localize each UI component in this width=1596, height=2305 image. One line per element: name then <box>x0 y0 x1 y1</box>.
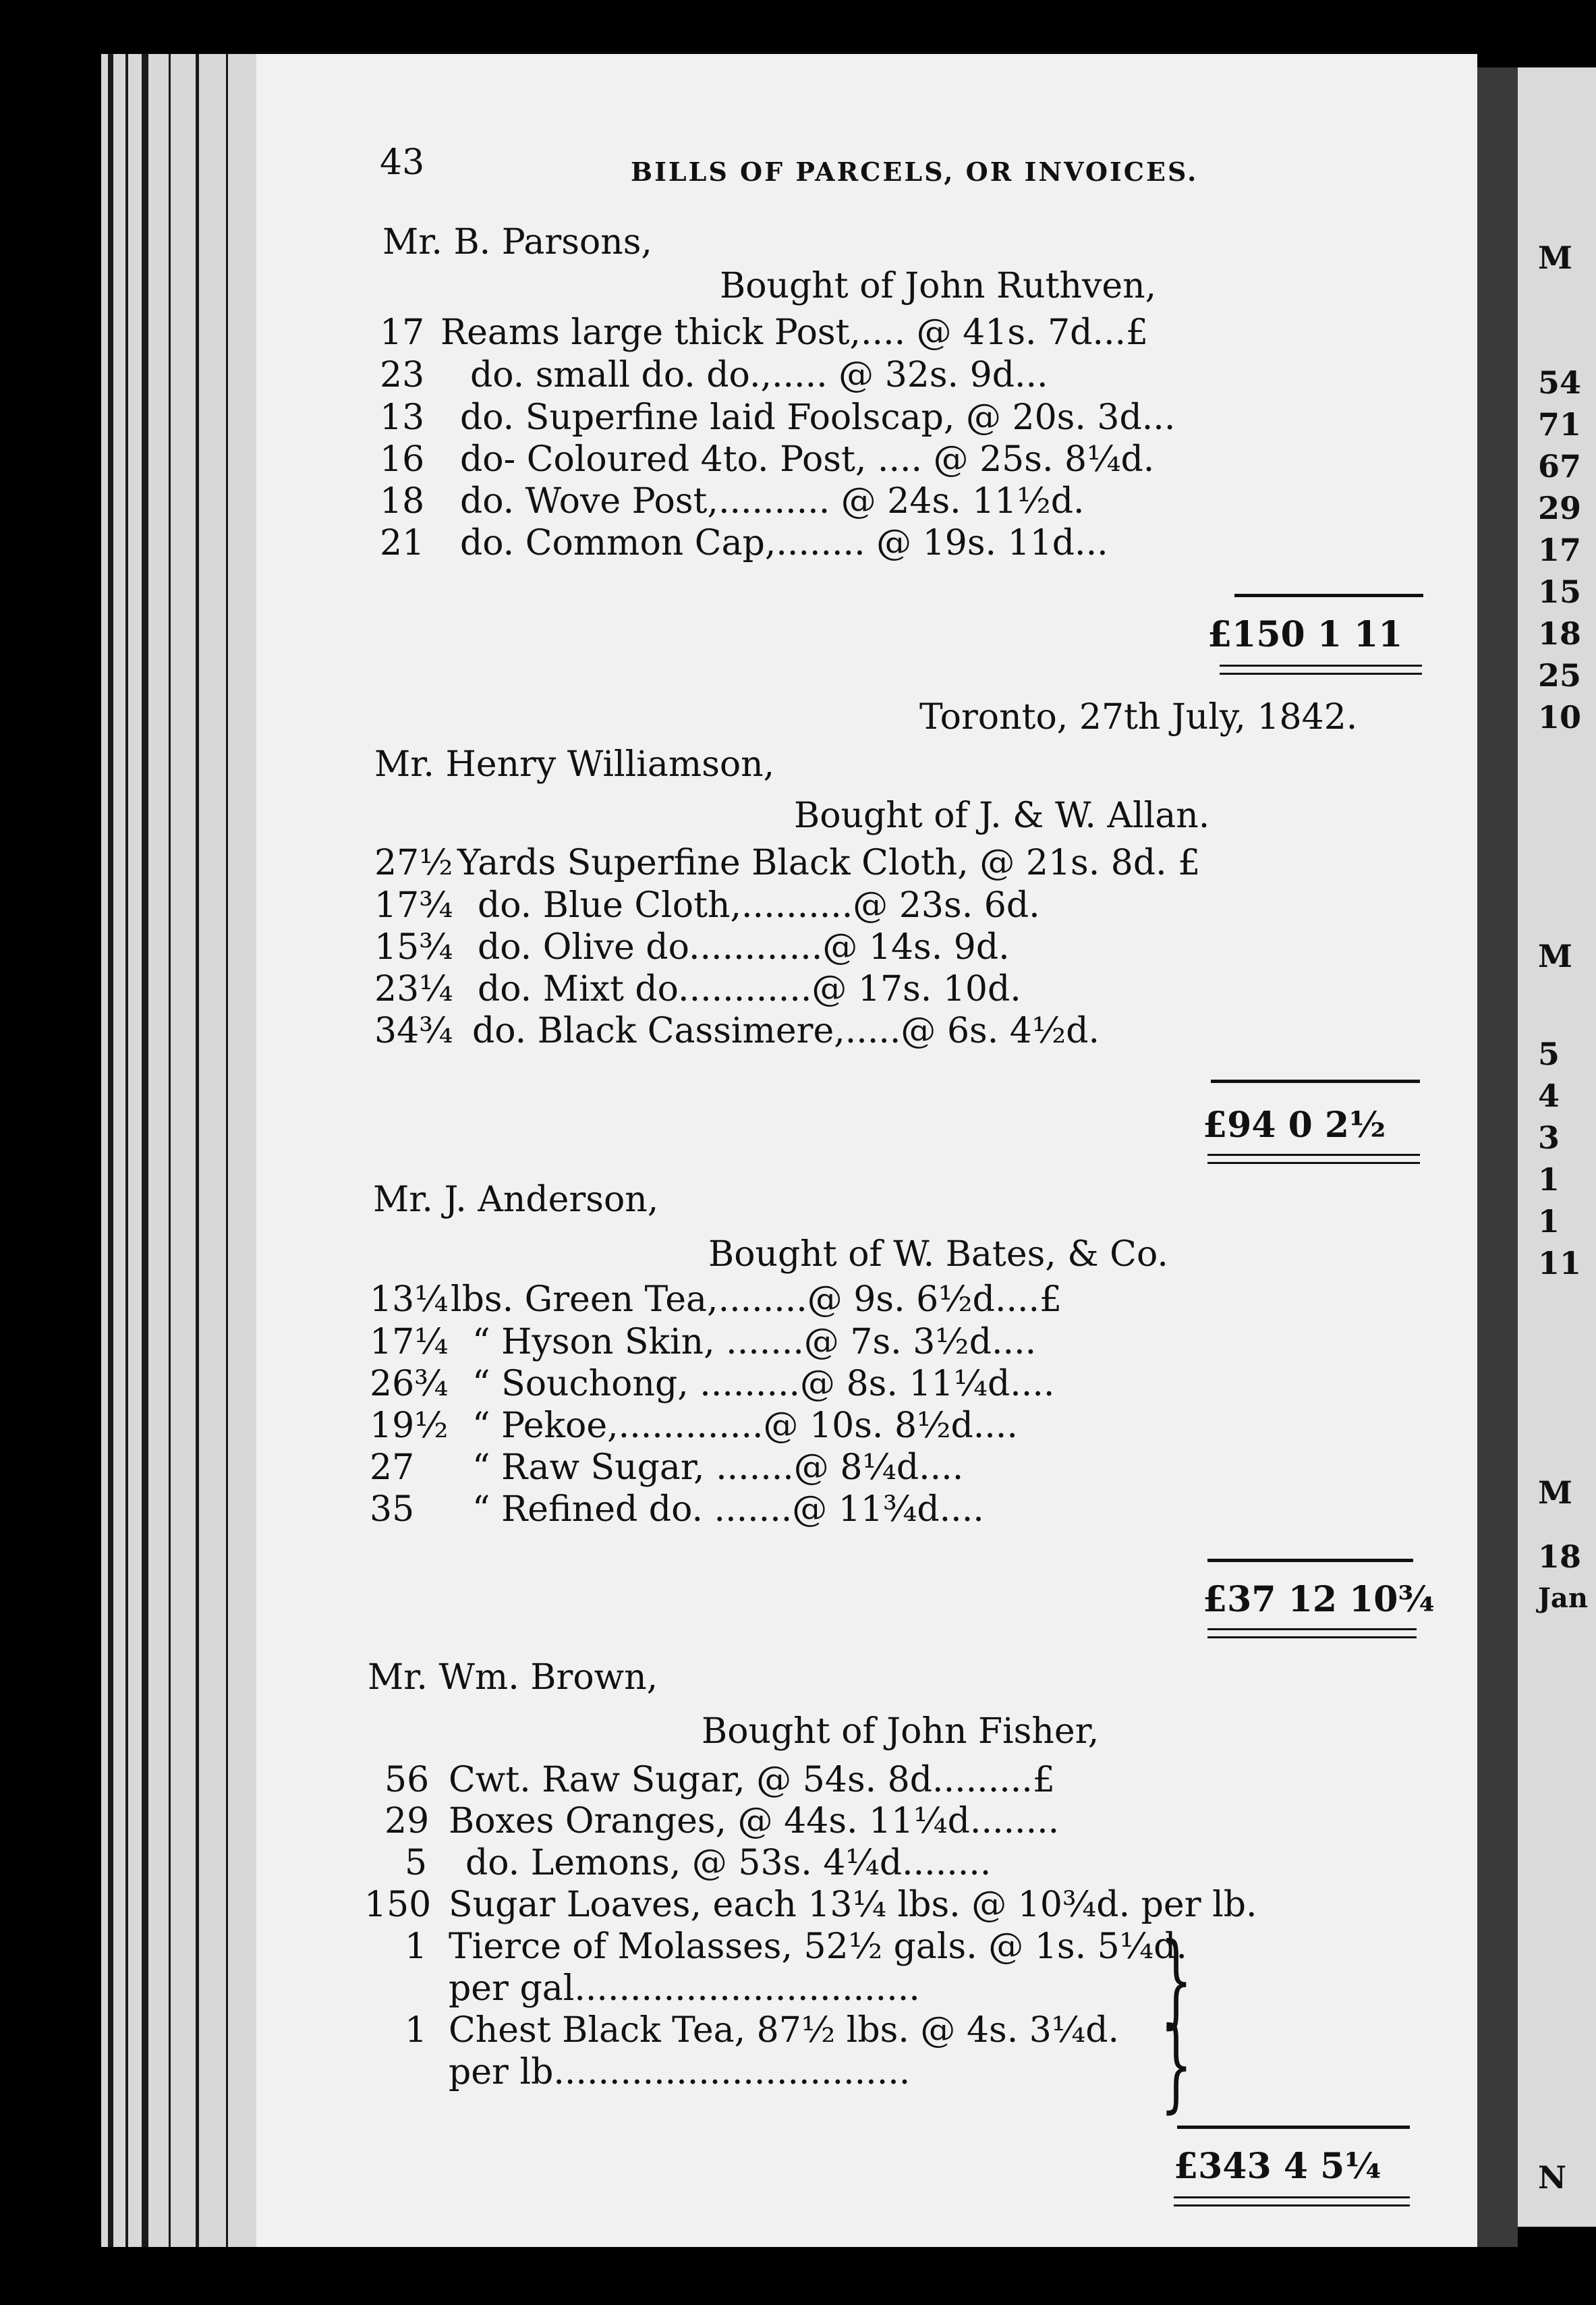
line-qty: 17 <box>380 312 425 353</box>
line-qty: 1 <box>405 1926 428 1967</box>
total-rule <box>1174 2196 1410 2198</box>
invoice-seller: Bought of J. & W. Allan. <box>794 796 1210 836</box>
line-item: “ Souchong, .........@ 8s. 11¼d.... <box>472 1364 1055 1404</box>
line-item: Reams large thick Post,.... @ 41s. 7d...£ <box>440 312 1149 353</box>
fragment-text: M <box>1538 938 1572 974</box>
fragment-text: 10 <box>1538 699 1582 735</box>
line-item: Tierce of Molasses, 52½ gals. @ 1s. 5¼d. <box>449 1926 1187 1967</box>
fragment-text: 1 <box>1538 1161 1560 1198</box>
line-qty: 17¾ <box>374 885 453 926</box>
line-qty: 15¾ <box>374 927 453 968</box>
invoice-customer: Mr. Henry Williamson, <box>374 744 775 785</box>
line-qty: 56 <box>384 1760 430 1800</box>
line-item: lbs. Green Tea,........@ 9s. 6½d....£ <box>451 1279 1062 1320</box>
line-qty: 18 <box>380 481 425 522</box>
invoice-seller: Bought of W. Bates, & Co. <box>708 1234 1168 1275</box>
fragment-text: 29 <box>1538 490 1582 526</box>
line-item: Cwt. Raw Sugar, @ 54s. 8d.........£ <box>449 1760 1055 1800</box>
line-qty: 13 <box>380 397 425 438</box>
line-item: do. Lemons, @ 53s. 4¼d........ <box>465 1843 992 1883</box>
invoice-seller: Bought of John Ruthven, <box>720 266 1157 306</box>
line-qty: 13¼ <box>370 1279 449 1320</box>
total-rule <box>1207 1628 1417 1630</box>
line-item: do. small do. do.,..... @ 32s. 9d... <box>470 355 1048 395</box>
total-rule <box>1220 665 1422 667</box>
fragment-text: 15 <box>1538 574 1582 610</box>
fragment-text: 1 <box>1538 1203 1560 1240</box>
line-qty: 1 <box>405 2010 428 2051</box>
line-qty: 27½ <box>374 843 453 883</box>
line-qty: 5 <box>405 1843 428 1883</box>
line-item: Chest Black Tea, 87½ lbs. @ 4s. 3¼d. <box>449 2010 1120 2051</box>
invoice-customer: Mr. B. Parsons, <box>382 222 652 262</box>
running-title: BILLS OF PARCELS, OR INVOICES. <box>631 157 1199 187</box>
line-qty: 27 <box>370 1447 415 1488</box>
line-qty: 29 <box>384 1801 430 1841</box>
line-item: “ Refined do. .......@ 11¾d.... <box>472 1489 984 1530</box>
fragment-text: 17 <box>1538 532 1582 568</box>
line-item: Boxes Oranges, @ 44s. 11¼d........ <box>449 1801 1060 1841</box>
fragment-text: N <box>1538 2159 1567 2196</box>
fragment-text: 3 <box>1538 1119 1560 1156</box>
line-qty: 17¼ <box>370 1322 449 1362</box>
total-rule <box>1220 673 1422 675</box>
total-rule <box>1207 1154 1420 1156</box>
page-number: 43 <box>380 142 425 183</box>
line-item: “ Hyson Skin, .......@ 7s. 3½d.... <box>472 1322 1037 1362</box>
fragment-text: 5 <box>1538 1036 1560 1072</box>
fragment-text: M <box>1538 240 1572 276</box>
fragment-text: 4 <box>1538 1078 1560 1114</box>
line-item: Yards Superfine Black Cloth, @ 21s. 8d. £ <box>457 843 1201 883</box>
line-item: per lb................................ <box>449 2052 911 2092</box>
line-item: “ Raw Sugar, .......@ 8¼d.... <box>472 1447 964 1488</box>
fragment-text: M <box>1538 1474 1572 1511</box>
line-item: per gal............................... <box>449 1968 920 2009</box>
invoice-total: £94 0 2½ <box>1203 1105 1386 1146</box>
invoice-dateline: Toronto, 27th July, 1842. <box>919 697 1358 738</box>
line-qty: 35 <box>370 1489 415 1530</box>
book-spine <box>101 54 263 2247</box>
fragment-text: 18 <box>1538 1538 1582 1575</box>
line-qty: 23¼ <box>374 969 453 1009</box>
line-item: “ Pekoe,.............@ 10s. 8½d.... <box>472 1406 1018 1446</box>
brace-mark: } <box>1160 2006 1193 2123</box>
line-qty: 16 <box>380 439 425 480</box>
fragment-text: 67 <box>1538 448 1582 484</box>
line-qty: 23 <box>380 355 425 395</box>
line-item: do. Superfine laid Foolscap, @ 20s. 3d... <box>460 397 1176 438</box>
line-qty: 26¾ <box>370 1364 449 1404</box>
total-rule <box>1207 1559 1413 1562</box>
total-rule <box>1177 2126 1410 2129</box>
fragment-text: Jan <box>1538 1582 1588 1614</box>
line-item: do. Blue Cloth,..........@ 23s. 6d. <box>478 885 1040 926</box>
line-item: do. Wove Post,.......... @ 24s. 11½d. <box>460 481 1085 522</box>
adjacent-page-fragment <box>1518 67 1596 2227</box>
page-edge <box>1477 67 1518 2247</box>
line-qty: 21 <box>380 523 425 563</box>
total-rule <box>1234 594 1423 597</box>
fragment-text: 25 <box>1538 657 1582 694</box>
total-rule <box>1174 2204 1410 2206</box>
line-qty: 150 <box>364 1885 432 1925</box>
invoice-total: £343 4 5¼ <box>1174 2146 1381 2187</box>
line-item: do. Common Cap,........ @ 19s. 11d... <box>460 523 1108 563</box>
invoice-seller: Bought of John Fisher, <box>702 1711 1100 1752</box>
line-item: Sugar Loaves, each 13¼ lbs. @ 10¾d. per lb. <box>449 1885 1257 1925</box>
invoice-total: £150 1 11 <box>1207 614 1403 655</box>
total-rule <box>1211 1080 1420 1083</box>
line-item: do. Mixt do............@ 17s. 10d. <box>478 969 1021 1009</box>
total-rule <box>1207 1636 1417 1638</box>
brace-mark: } <box>1160 1922 1193 2039</box>
line-item: do- Coloured 4to. Post, .... @ 25s. 8¼d. <box>460 439 1155 480</box>
total-rule <box>1207 1162 1420 1164</box>
invoice-total: £37 12 10¾ <box>1203 1579 1435 1620</box>
line-qty: 34¾ <box>374 1011 453 1051</box>
line-qty: 19½ <box>370 1406 449 1446</box>
fragment-text: 18 <box>1538 615 1582 652</box>
fragment-text: 54 <box>1538 364 1582 401</box>
invoice-customer: Mr. J. Anderson, <box>373 1179 659 1220</box>
line-item: do. Black Cassimere,.....@ 6s. 4½d. <box>472 1011 1100 1051</box>
fragment-text: 71 <box>1538 406 1582 443</box>
line-item: do. Olive do............@ 14s. 9d. <box>478 927 1010 968</box>
invoice-customer: Mr. Wm. Brown, <box>368 1657 658 1698</box>
fragment-text: 11 <box>1538 1245 1582 1281</box>
